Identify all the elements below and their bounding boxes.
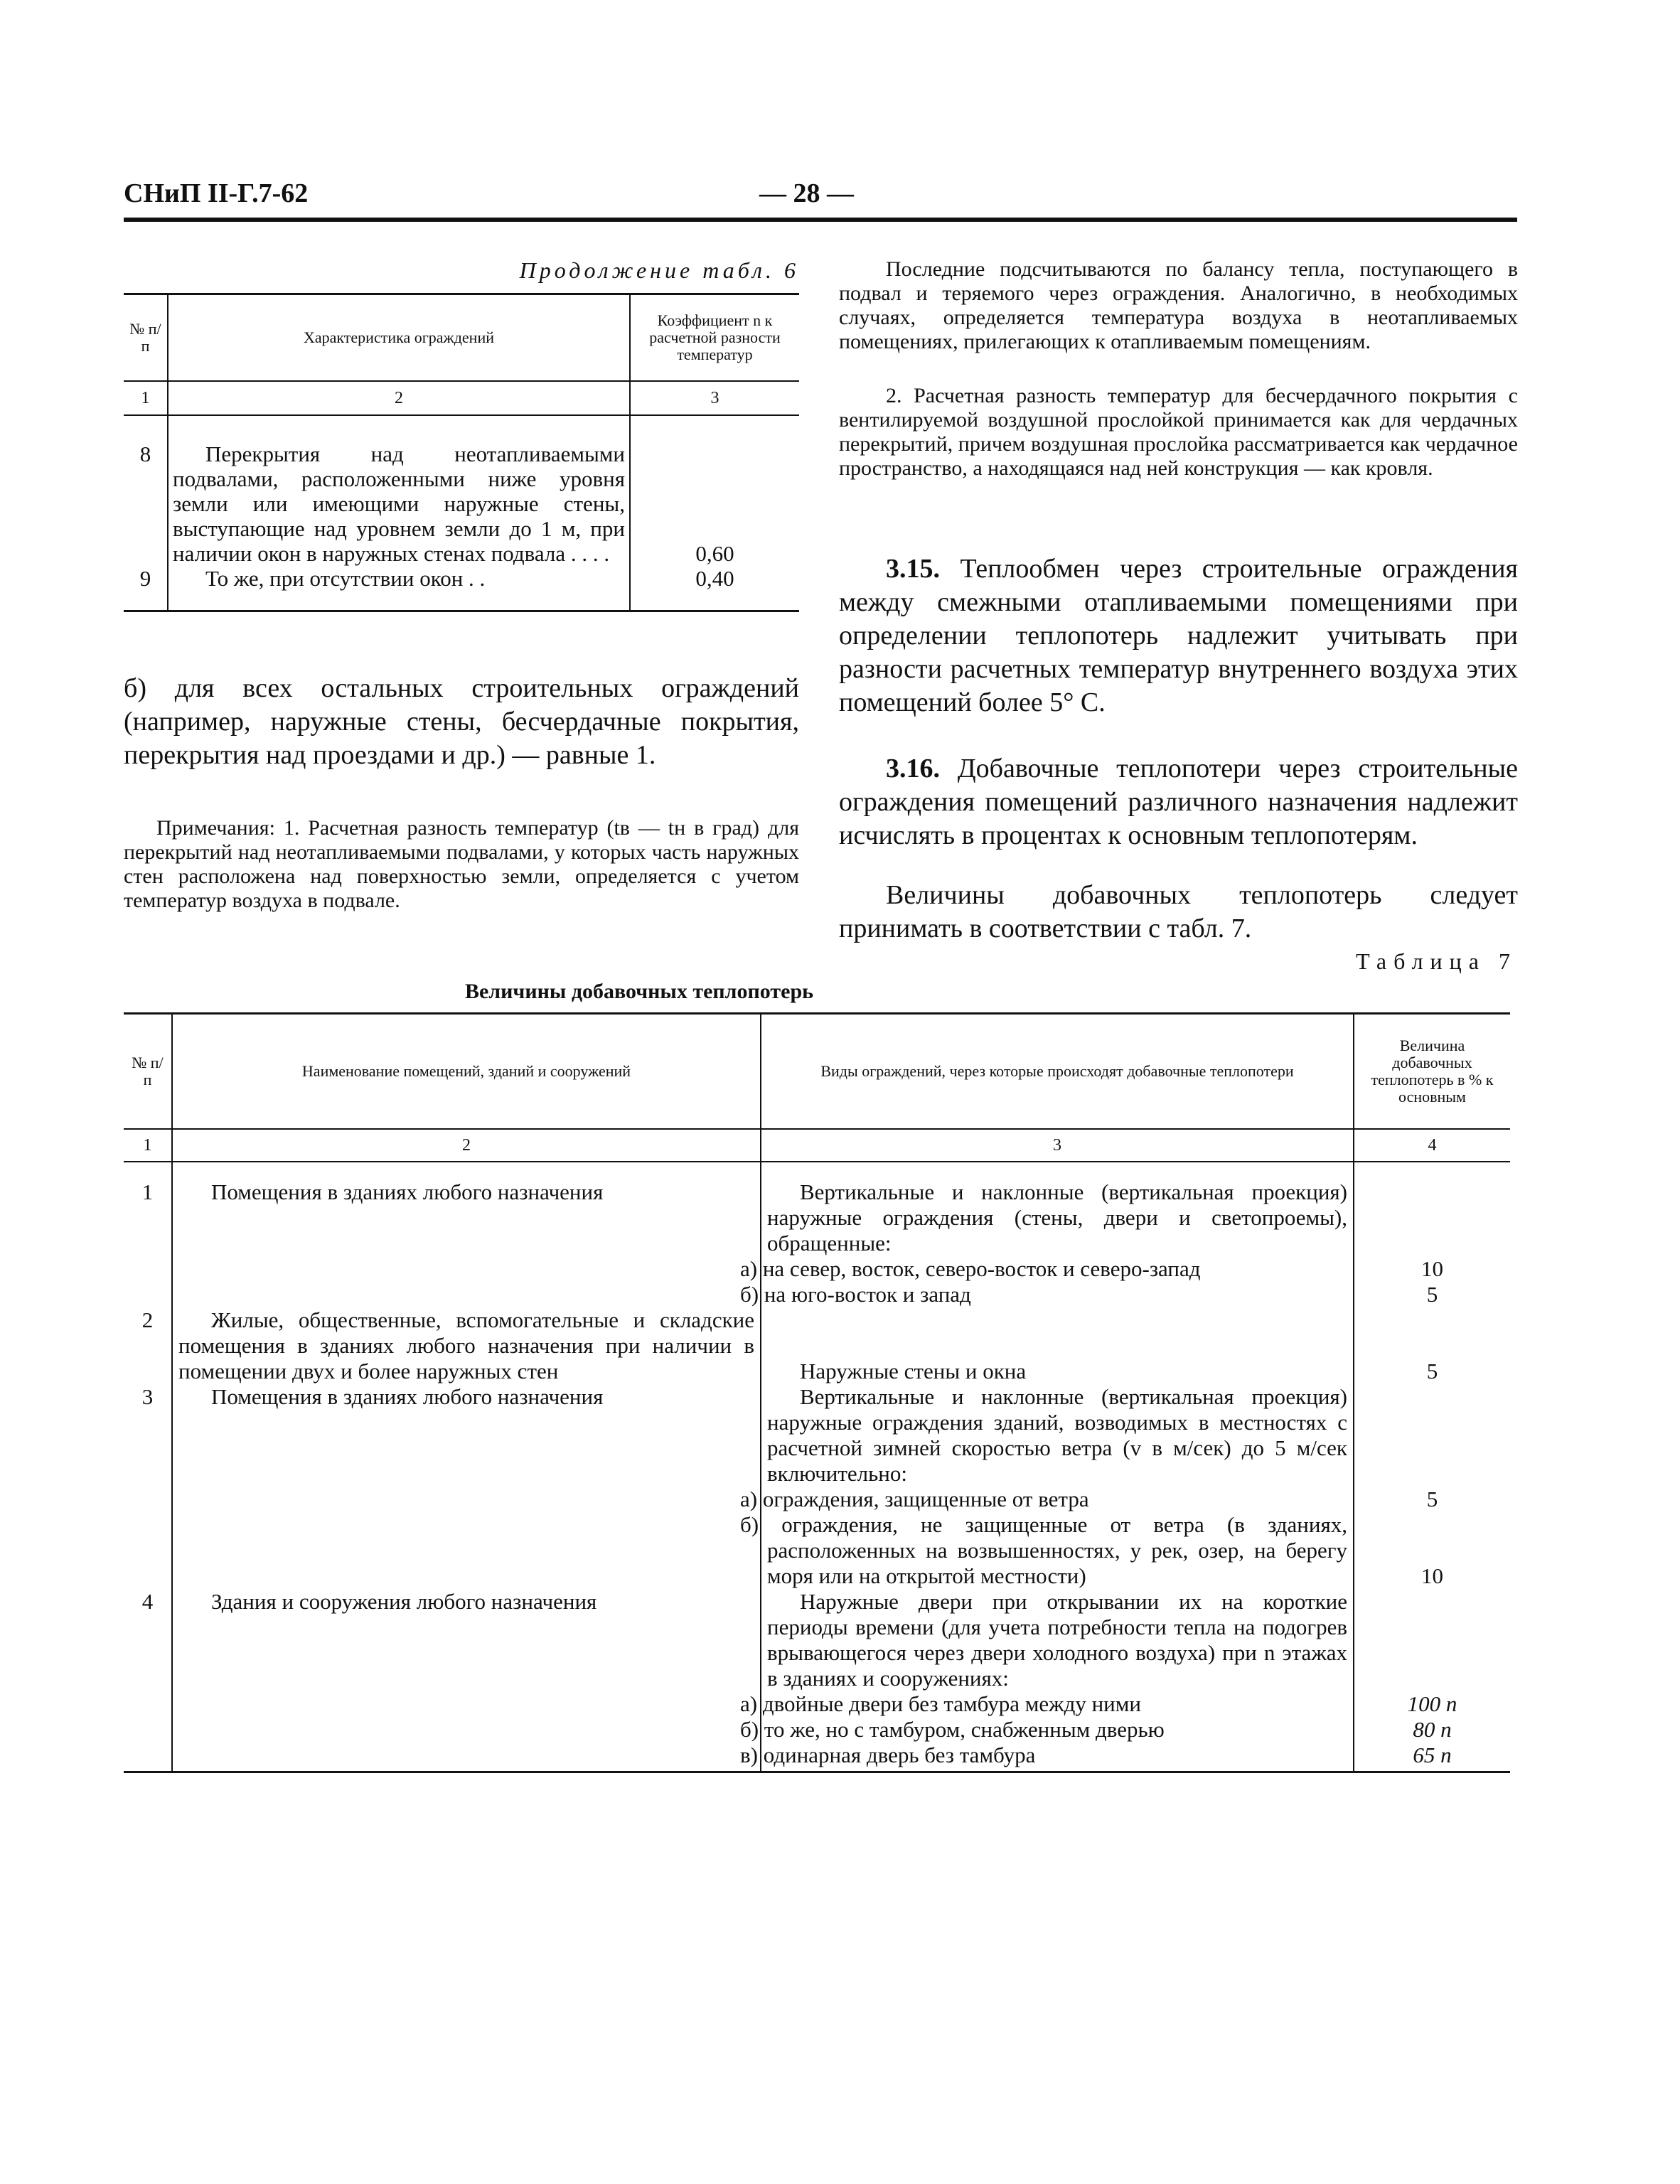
document-code: СНиП II-Г.7-62 [124,178,309,208]
table7-row-value: 10 [1354,1256,1510,1282]
table-row [124,566,799,611]
table7-row-kind: Вертикальные и наклонные (вертикальная проекция) наружные ограждения (стены, двери и светопроемы), обращенные: [761,1162,1354,1256]
table6-row-text: То же, при отсутствии окон . . [168,566,630,611]
right-paragraph-2: 2. Расчетная разность температур для бесчердачного покрытия с вентилируемой воздушной прослойкой принимается как для чердачных перекрытий, причем воздушная прослойка рассматривается как чердачное пространство, а находящаяся над ней конструкция — как кровля. [839,384,1518,480]
table7-colnum: 4 [1354,1129,1510,1162]
table7-row-sub: б) ограждения, не защищенные от ветра (в зданиях, расположенных на возвышенностях, у рек, озер, на берегу моря или на открытой местности) [761,1512,1354,1589]
section-number: 3.15. [886,554,940,584]
table7-row-num: 2 [141,1307,154,1332]
section-number: 3.16. [886,754,940,783]
table7-row-value: 5 [1354,1307,1510,1384]
table-row [124,1162,1510,1256]
table7-row-value: 65 n [1354,1743,1510,1772]
table-row [124,1282,1510,1307]
table6-header-characteristic: Характеристика ограждений [168,294,630,382]
table7-colnum: 3 [761,1129,1354,1162]
table-row [124,1384,1510,1487]
table7-row-name: Здания и сооружения любого назначения [172,1589,761,1691]
table7-row-value: 100 n [1354,1691,1510,1717]
table7-title: Величины добавочных теплопотерь [464,980,814,1003]
section-text: Теплообмен через строительные ограждения между смежными отапливаемыми помещениями при определении теплопотерь надлежит учитывать при разности расчетных температур внутреннего воздуха этих помещений более 5° С. [839,554,1519,717]
table-row [124,415,799,566]
table7-row-sub: б) на юго-восток и запад [761,1282,1354,1307]
table-row [124,1487,1510,1512]
header-rule [124,218,1517,222]
table7-header-kind: Виды ограждений, через которые происходят добавочные теплопотери [761,1014,1354,1130]
table-row [124,1512,1510,1589]
table7-row-sub: а) на север, восток, северо-восток и северо-запад [761,1256,1354,1282]
table7-row-name: Помещения в зданиях любого назначения [172,1162,761,1256]
table6-row-value: 0,60 [630,415,799,566]
table7-header-num: № п/п [124,1014,172,1130]
table7-header-name: Наименование помещений, зданий и сооружений [172,1014,761,1130]
table6-colnum: 3 [630,381,799,415]
table7-row-num: 4 [141,1589,154,1614]
table-row [124,1743,1510,1772]
table6-header-coefficient: Коэффициент n к расчетной разности температур [630,294,799,382]
table7-row-sub: б) то же, но с тамбуром, снабженным дверью [761,1717,1354,1743]
right-paragraph-1: Последние подсчитываются по балансу тепла, поступающего в подвал и теряемого через ограждения. Аналогично, в необходимых случаях, определяется температура воздуха в неотапливаемых помещениях, прилегающих к отапливаемым помещениям. [839,257,1518,353]
table6-row-value: 0,40 [630,566,799,611]
table6-header-num: № п/п [124,294,168,382]
table7-label: Таблица 7 [1356,948,1517,974]
table-row [124,1256,1510,1282]
table7 [124,1012,1510,1773]
right-paragraph-3: Величины добавочных теплопотерь следует принимать в соответствии с табл. 7. [839,880,1518,943]
table7-row-value: 5 [1354,1487,1510,1512]
table7-header-value: Величина добавочных теплопотерь в % к основным [1354,1014,1510,1130]
table6-colnum: 2 [168,381,630,415]
table7-row-name: Жилые, общественные, вспомогательные и складские помещения в зданиях любого назначения при наличии в помещении двух и более наружных стен [172,1307,761,1384]
table7-row-value: 80 n [1354,1717,1510,1743]
table7-row-sub: а) двойные двери без тамбура между ними [761,1691,1354,1717]
table7-row-sub: а) ограждения, защищенные от ветра [761,1487,1354,1512]
table6-colnum: 1 [124,381,168,415]
table7-row-value: 5 [1354,1282,1510,1307]
section-text: Добавочные теплопотери через строительные ограждения помещений различного назначения надлежит исчислять в процентах к основным теплопотерям. [839,754,1519,850]
table7-row-kind: Наружные двери при открывании их на короткие периоды времени (для учета потребности тепла на подогрев врывающегося через двери холодного воздуха) при n этажах в зданиях и сооружениях: [761,1589,1354,1691]
table7-row-kind: Наружные стены и окна [761,1307,1354,1384]
table7-row-sub: в) одинарная дверь без тамбура [761,1743,1354,1772]
table6-row-text: Перекрытия над неотапливаемыми подвалами, расположенными ниже уровня земли или имеющими наружные стены, выступающие над уровнем земли до 1 м, при наличии окон в наружных стенах подвала . . . . [168,415,630,566]
table7-row-value: 10 [1354,1512,1510,1589]
table7-row-num: 1 [141,1179,154,1204]
table-row [124,1717,1510,1743]
page-number: — 28 — [759,178,854,208]
section-3-16 [839,752,1518,852]
table-row [124,1307,1510,1384]
table6-caption: Продолжение табл. 6 [519,257,799,283]
section-3-15 [839,552,1518,719]
table7-row-kind: Вертикальные и наклонные (вертикальная проекция) наружные ограждения зданий, возводимых в местностях с расчетной зимней скоростью ветра (v в м/сек) до 5 м/сек включительно: [761,1384,1354,1487]
table6-row-num: 9 [139,566,151,591]
table7-row-name: Помещения в зданиях любого назначения [172,1384,761,1487]
table-row [124,1691,1510,1717]
note-paragraph: Примечания: 1. Расчетная разность температур (tв — tн в град) для перекрытий над неотапливаемыми подвалами, у которых часть наружных стен расположена над поверхностью земли, определяется с учетом температур воздуха в подвале. [124,816,799,912]
table7-colnum: 2 [172,1129,761,1162]
table-row [124,1589,1510,1691]
table7-colnum: 1 [124,1129,172,1162]
table6 [124,293,799,612]
table6-row-num: 8 [139,441,151,466]
table7-row-num: 3 [141,1384,154,1409]
paragraph-b: б) для всех остальных строительных ограждений (например, наружные стены, бесчердачные покрытия, перекрытия над проездами и др.) — равные 1. [124,673,799,770]
